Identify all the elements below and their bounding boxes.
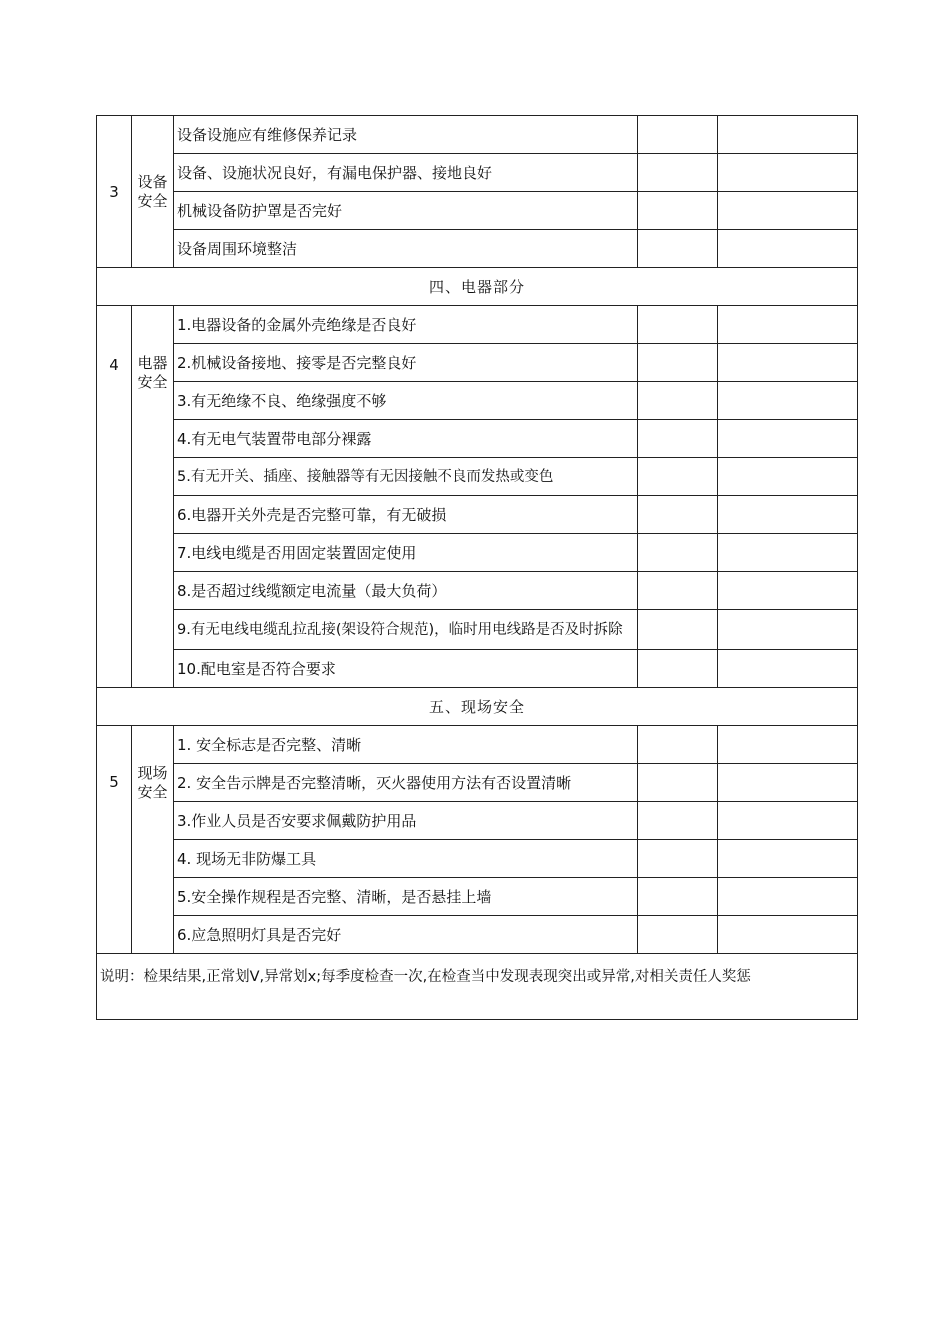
- result-cell[interactable]: [638, 650, 718, 688]
- result-cell[interactable]: [638, 382, 718, 420]
- remark-cell[interactable]: [718, 726, 858, 764]
- check-item: 3.有无绝缘不良、绝缘强度不够: [174, 382, 638, 420]
- result-cell[interactable]: [638, 192, 718, 230]
- check-item: 4.有无电气装置带电部分裸露: [174, 420, 638, 458]
- check-item: 9.有无电线电缆乱拉乱接(架设符合规范)，临时用电线路是否及时拆除: [174, 610, 638, 650]
- remark-cell[interactable]: [718, 878, 858, 916]
- result-cell[interactable]: [638, 916, 718, 954]
- result-cell[interactable]: [638, 610, 718, 650]
- check-item: 机械设备防护罩是否完好: [174, 192, 638, 230]
- result-cell[interactable]: [638, 496, 718, 534]
- result-cell[interactable]: [638, 458, 718, 496]
- result-cell[interactable]: [638, 726, 718, 764]
- check-item: 1. 安全标志是否完整、清晰: [174, 726, 638, 764]
- check-item: 5.有无开关、插座、接触器等有无因接触不良而发热或变色: [174, 458, 638, 496]
- table-row: [97, 764, 858, 802]
- check-item: 10.配电室是否符合要求: [174, 650, 638, 688]
- category-line: 安全: [137, 373, 168, 391]
- note-text: 说明：检果结果,正常划V,异常划x;每季度检查一次,在检查当中发现表现突出或异常,对相关责任人奖惩: [97, 954, 858, 1020]
- category-line: 安全: [137, 191, 168, 210]
- check-item: 4. 现场无非防爆工具: [174, 840, 638, 878]
- remark-cell[interactable]: [718, 192, 858, 230]
- result-cell[interactable]: [638, 420, 718, 458]
- table-row: [97, 154, 858, 192]
- table-row: [97, 534, 858, 572]
- remark-cell[interactable]: [718, 916, 858, 954]
- inspection-table: [96, 115, 858, 1020]
- category-line: 设备: [137, 172, 168, 191]
- result-cell[interactable]: [638, 840, 718, 878]
- table-row: [97, 420, 858, 458]
- result-cell[interactable]: [638, 154, 718, 192]
- table-row: [97, 572, 858, 610]
- remark-cell[interactable]: [718, 534, 858, 572]
- remark-cell[interactable]: [718, 650, 858, 688]
- check-item: 2.机械设备接地、接零是否完整良好: [174, 344, 638, 382]
- result-cell[interactable]: [638, 116, 718, 154]
- result-cell[interactable]: [638, 534, 718, 572]
- section-category: [132, 726, 174, 954]
- remark-cell[interactable]: [718, 230, 858, 268]
- section-number: 4: [97, 306, 132, 688]
- check-item: 1.电器设备的金属外壳绝缘是否良好: [174, 306, 638, 344]
- remark-cell[interactable]: [718, 840, 858, 878]
- result-cell[interactable]: [638, 306, 718, 344]
- table-row: [97, 840, 858, 878]
- section-heading-row: [97, 688, 858, 726]
- table-row: [97, 496, 858, 534]
- section-category: [132, 116, 174, 268]
- check-item: 设备设施应有维修保养记录: [174, 116, 638, 154]
- remark-cell[interactable]: [718, 382, 858, 420]
- check-item: 6.电器开关外壳是否完整可靠，有无破损: [174, 496, 638, 534]
- note-row: [97, 954, 858, 1020]
- table-row: [97, 916, 858, 954]
- remark-cell[interactable]: [718, 420, 858, 458]
- remark-cell[interactable]: [718, 496, 858, 534]
- remark-cell[interactable]: [718, 116, 858, 154]
- table-row: [97, 610, 858, 650]
- remark-cell[interactable]: [718, 344, 858, 382]
- remark-cell[interactable]: [718, 764, 858, 802]
- remark-cell[interactable]: [718, 306, 858, 344]
- section-number: 5: [97, 726, 132, 954]
- remark-cell[interactable]: [718, 802, 858, 840]
- table-row: [97, 458, 858, 496]
- result-cell[interactable]: [638, 344, 718, 382]
- table-row: [97, 802, 858, 840]
- result-cell[interactable]: [638, 230, 718, 268]
- section-heading-row: [97, 268, 858, 306]
- check-item: 5.安全操作规程是否完整、清晰，是否悬挂上墙: [174, 878, 638, 916]
- check-item: 设备周围环境整洁: [174, 230, 638, 268]
- table-row: [97, 878, 858, 916]
- result-cell[interactable]: [638, 878, 718, 916]
- table-row: [97, 116, 858, 154]
- table-row: [97, 192, 858, 230]
- check-item: 2. 安全告示牌是否完整清晰，灭火器使用方法有否设置清晰: [174, 764, 638, 802]
- remark-cell[interactable]: [718, 572, 858, 610]
- category-line: 安全: [137, 783, 168, 801]
- table-row: [97, 344, 858, 382]
- result-cell[interactable]: [638, 572, 718, 610]
- check-item: 8.是否超过线缆额定电流量（最大负荷）: [174, 572, 638, 610]
- remark-cell[interactable]: [718, 458, 858, 496]
- check-item: 6.应急照明灯具是否完好: [174, 916, 638, 954]
- section-heading: 五、现场安全: [97, 688, 858, 726]
- table-row: [97, 726, 858, 764]
- check-item: 设备、设施状况良好，有漏电保护器、接地良好: [174, 154, 638, 192]
- remark-cell[interactable]: [718, 610, 858, 650]
- check-item: 7.电线电缆是否用固定装置固定使用: [174, 534, 638, 572]
- result-cell[interactable]: [638, 764, 718, 802]
- table-row: [97, 306, 858, 344]
- table-row: [97, 230, 858, 268]
- category-line: 现场: [137, 764, 168, 782]
- result-cell[interactable]: [638, 802, 718, 840]
- section-category: [132, 306, 174, 688]
- section-heading: 四、电器部分: [97, 268, 858, 306]
- table-row: [97, 650, 858, 688]
- check-item: 3.作业人员是否安要求佩戴防护用品: [174, 802, 638, 840]
- remark-cell[interactable]: [718, 154, 858, 192]
- category-line: 电器: [137, 354, 168, 372]
- section-number: 3: [97, 116, 132, 268]
- table-row: [97, 382, 858, 420]
